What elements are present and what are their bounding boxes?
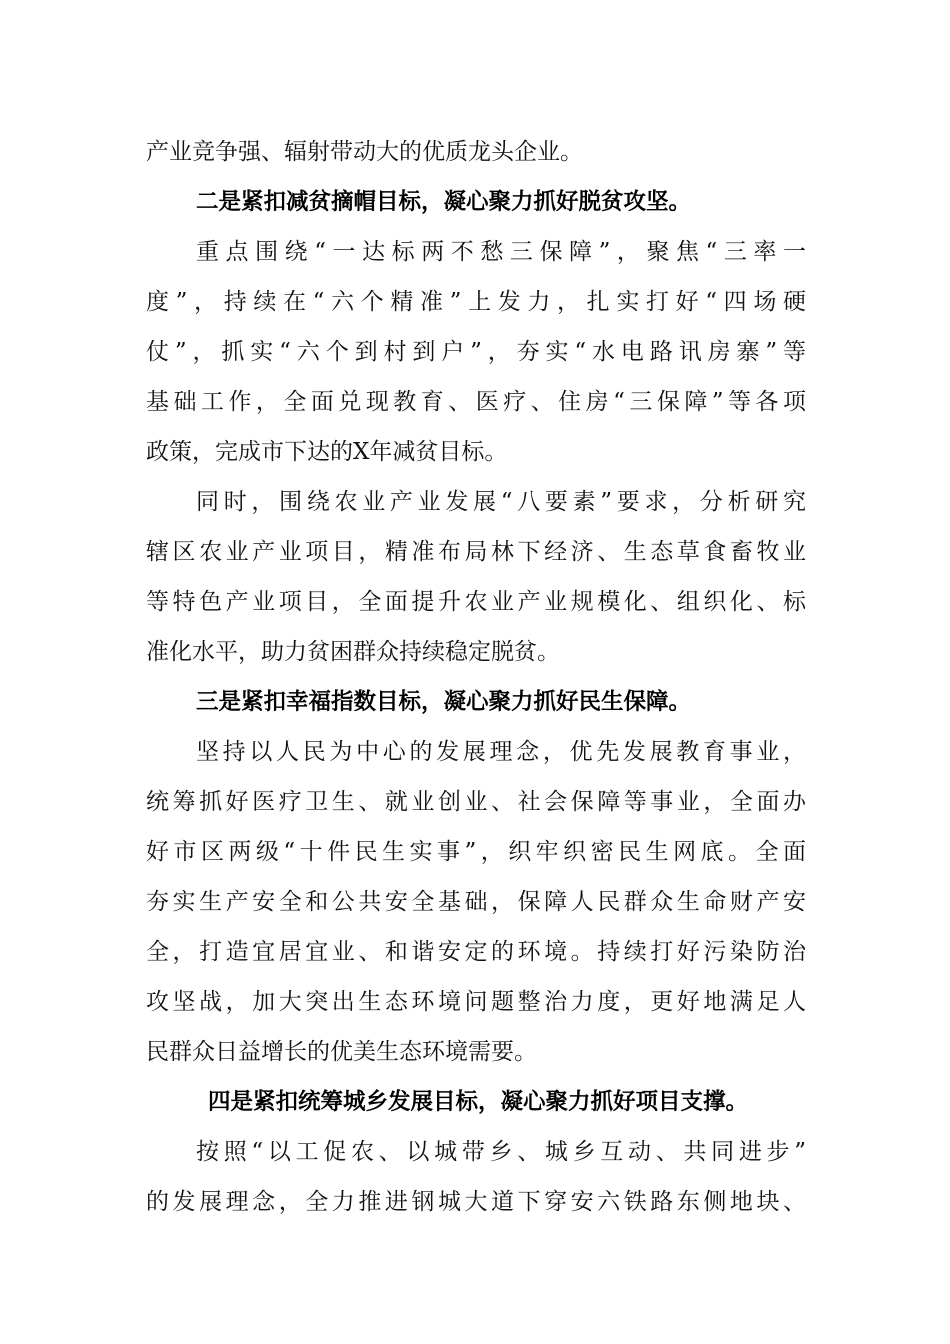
- paragraph-line: 产业竞争强、辐射带动大的优质龙头企业。: [146, 139, 583, 165]
- paragraph-line: 等特色产业项目，全面提升农业产业规模化、组织化、标: [146, 589, 806, 615]
- paragraph-line: 辖区农业产业项目，精准布局林下经济、生态草食畜牧业: [146, 539, 806, 565]
- paragraph-line: 好市区两级“十件民生实事”，织牢织密民生网底。全面: [146, 839, 806, 865]
- paragraph-line: 度”，持续在“六个精准”上发力，扎实打好“四场硬: [146, 289, 806, 315]
- paragraph-line: 统筹抓好医疗卫生、就业创业、社会保障等事业，全面办: [146, 789, 806, 815]
- section-heading-4: 四是紧扣统筹城乡发展目标，凝心聚力抓好项目支撑。: [208, 1089, 749, 1115]
- paragraph-line: 同时，围绕农业产业发展“八要素”要求，分析研究: [196, 489, 806, 515]
- paragraph-line: 攻坚战，加大突出生态环境问题整治力度，更好地满足人: [146, 989, 806, 1015]
- paragraph-line: 按照“以工促农、以城带乡、城乡互动、共同进步”: [196, 1139, 806, 1165]
- paragraph-line: 夯实生产安全和公共安全基础，保障人民群众生命财产安: [146, 889, 806, 915]
- paragraph-line: 仗”，抓实“六个到村到户”，夯实“水电路讯房寨”等: [146, 339, 806, 365]
- section-heading-2: 二是紧扣减贫摘帽目标，凝心聚力抓好脱贫攻坚。: [196, 189, 692, 215]
- paragraph-line: 准化水平，助力贫困群众持续稳定脱贫。: [146, 639, 560, 665]
- paragraph-line: 重点围绕“一达标两不愁三保障”，聚焦“三率一: [196, 239, 806, 265]
- paragraph-line: 民群众日益增长的优美生态环境需要。: [146, 1039, 537, 1065]
- paragraph-line: 政策，完成市下达的X年减贫目标。: [146, 439, 508, 465]
- paragraph-line: 基础工作，全面兑现教育、医疗、住房“三保障”等各项: [146, 389, 806, 415]
- paragraph-line: 坚持以人民为中心的发展理念，优先发展教育事业，: [196, 739, 806, 765]
- section-heading-3: 三是紧扣幸福指数目标，凝心聚力抓好民生保障。: [196, 689, 692, 715]
- paragraph-line: 的发展理念，全力推进钢城大道下穿安六铁路东侧地块、: [146, 1189, 806, 1215]
- paragraph-line: 全，打造宜居宜业、和谐安定的环境。持续打好污染防治: [146, 939, 806, 965]
